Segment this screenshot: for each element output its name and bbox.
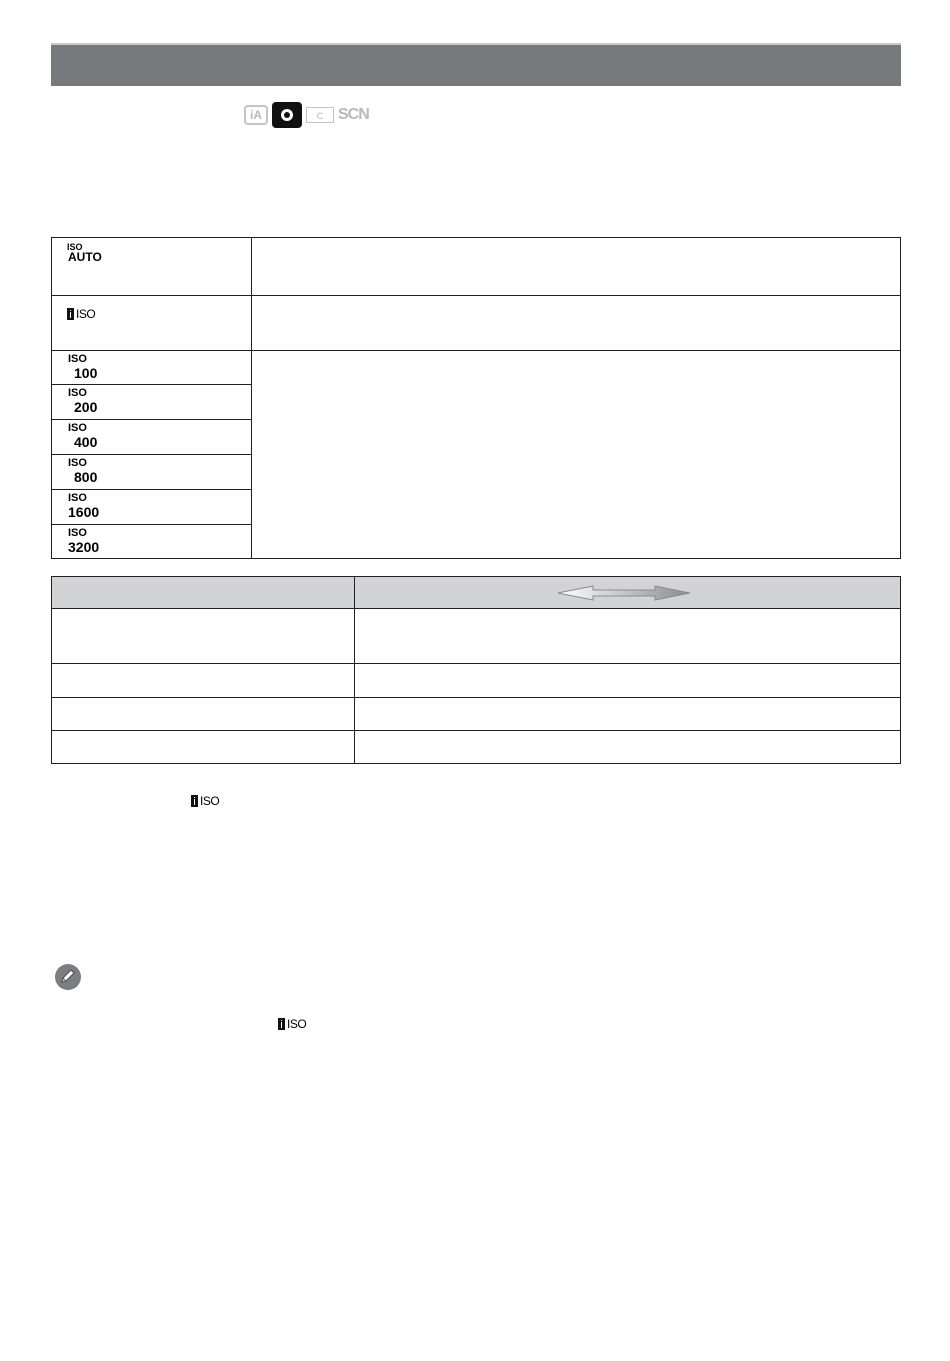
iso-400-cell xyxy=(52,420,252,455)
comparison-row-1-right xyxy=(355,609,901,664)
pencil-icon xyxy=(59,968,77,986)
iso-tag: ISO xyxy=(68,527,87,539)
iso-value: 3200 xyxy=(68,539,100,555)
iso-100-cell xyxy=(52,351,252,385)
iso-3200-cell xyxy=(52,525,252,559)
scene-mode-icon: SCN xyxy=(338,106,369,123)
iso-800-cell xyxy=(52,455,252,490)
intelligent-auto-icon: iA xyxy=(244,105,268,125)
iso-200-cell xyxy=(52,385,252,420)
intelligent-badge-icon xyxy=(191,795,198,807)
intelligent-iso-label: ISO xyxy=(200,794,220,808)
intelligent-badge-icon xyxy=(67,308,74,320)
note-intelligent-iso-icon xyxy=(278,1018,306,1030)
intelligent-iso-cell xyxy=(52,296,252,351)
inline-intelligent-iso-icon xyxy=(191,795,219,807)
comparison-row-1-left xyxy=(52,609,355,664)
section-header-bar xyxy=(51,45,901,86)
iso-comparison-table xyxy=(51,576,901,764)
comparison-row-3-right xyxy=(355,698,901,731)
iso-1600-cell xyxy=(52,490,252,525)
note-pencil-icon xyxy=(55,964,81,990)
comparison-header-left xyxy=(52,577,355,609)
iso-tag: ISO xyxy=(68,353,87,365)
iso-settings-table xyxy=(51,237,901,559)
normal-picture-icon xyxy=(272,102,302,128)
iso-fixed-description xyxy=(252,351,901,559)
comparison-row-4-right xyxy=(355,731,901,764)
iso-value: 100 xyxy=(74,365,98,381)
iso-tag: ISO xyxy=(68,457,87,469)
custom-mode-icon: C xyxy=(306,107,334,123)
comparison-header-right xyxy=(355,577,901,609)
intelligent-iso-label: ISO xyxy=(76,307,96,321)
comparison-row-3-left xyxy=(52,698,355,731)
iso-tag: ISO xyxy=(68,387,87,399)
intelligent-iso-icon xyxy=(67,308,95,320)
iso-value: 800 xyxy=(74,469,98,485)
iso-value: 400 xyxy=(74,434,98,450)
iso-auto-cell xyxy=(52,238,252,296)
iso-auto-description xyxy=(252,238,901,296)
intelligent-badge-icon xyxy=(278,1018,285,1030)
iso-tag: ISO xyxy=(68,492,87,504)
iso-auto-label: AUTO xyxy=(68,250,102,264)
intelligent-iso-description xyxy=(252,296,901,351)
iso-tag: ISO xyxy=(67,242,83,252)
iso-value: 1600 xyxy=(68,504,100,520)
comparison-row-2-right xyxy=(355,664,901,698)
intelligent-iso-label: ISO xyxy=(287,1017,307,1031)
double-arrow-icon xyxy=(557,585,691,601)
comparison-row-2-left xyxy=(52,664,355,698)
comparison-row-4-left xyxy=(52,731,355,764)
iso-tag: ISO xyxy=(68,422,87,434)
applicable-modes xyxy=(244,102,369,128)
iso-value: 200 xyxy=(74,399,98,415)
